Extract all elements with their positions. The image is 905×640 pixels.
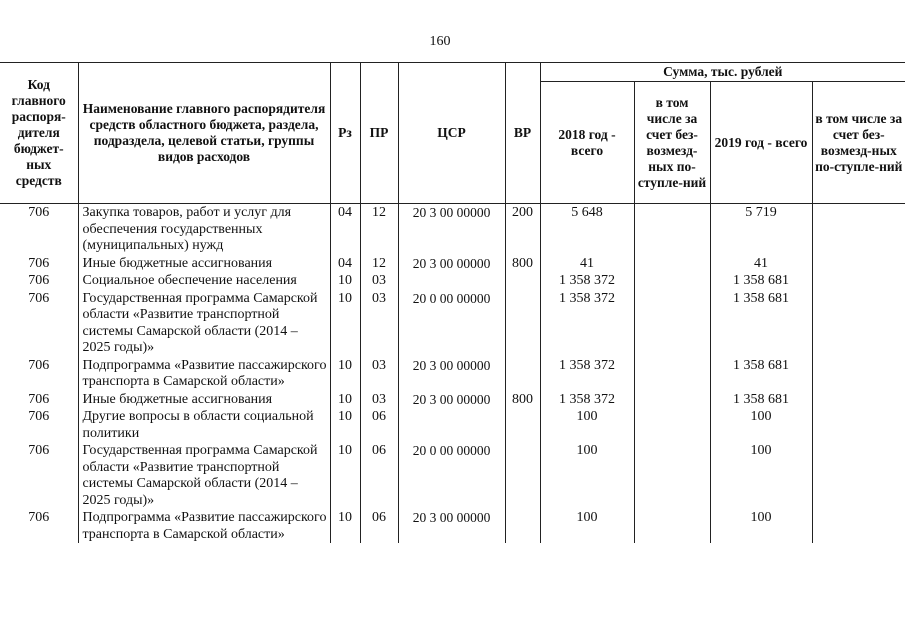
cell-2019-incl <box>812 255 905 273</box>
table-row <box>0 509 905 543</box>
header-2018-total: 2018 год - всего <box>540 82 634 204</box>
cell-2019-incl <box>812 290 905 357</box>
cell-csr: 20 3 00 00000 <box>398 509 505 543</box>
cell-name: Иные бюджетные ассигнования <box>78 391 330 409</box>
cell-2019-incl <box>812 408 905 442</box>
cell-2018-total: 41 <box>540 255 634 273</box>
cell-2019-total: 5 719 <box>710 204 812 255</box>
header-2018-incl: в том числе за счет без-возмезд-ных по-ступле-ний <box>634 82 710 204</box>
cell-2019-incl <box>812 357 905 391</box>
cell-code: 706 <box>0 290 78 357</box>
table-row <box>0 272 905 290</box>
cell-2019-total: 1 358 681 <box>710 290 812 357</box>
cell-2018-incl <box>634 391 710 409</box>
table-row <box>0 391 905 409</box>
cell-name: Социальное обеспечение населения <box>78 272 330 290</box>
budget-table <box>0 62 905 543</box>
cell-csr: 20 0 00 00000 <box>398 290 505 357</box>
cell-2019-total: 1 358 681 <box>710 357 812 391</box>
cell-2019-total: 41 <box>710 255 812 273</box>
cell-vr: 800 <box>505 255 540 273</box>
cell-2018-incl <box>634 255 710 273</box>
cell-2018-total: 1 358 372 <box>540 290 634 357</box>
cell-2018-total: 100 <box>540 509 634 543</box>
cell-name: Закупка товаров, работ и услуг для обеспечения государственных (муниципальных) нужд <box>78 204 330 255</box>
cell-name: Государственная программа Самарской области «Развитие транспортной системы Самарской области (2014 – 2025 годы)» <box>78 442 330 509</box>
cell-2019-total: 1 358 681 <box>710 272 812 290</box>
cell-2018-incl <box>634 204 710 255</box>
cell-pr: 03 <box>360 272 398 290</box>
cell-2018-incl <box>634 442 710 509</box>
table-row <box>0 408 905 442</box>
cell-csr <box>398 408 505 442</box>
cell-code: 706 <box>0 357 78 391</box>
cell-2018-incl <box>634 357 710 391</box>
header-csr: ЦСР <box>398 63 505 204</box>
table-row <box>0 357 905 391</box>
cell-code: 706 <box>0 442 78 509</box>
cell-2019-total: 100 <box>710 442 812 509</box>
table-header <box>0 63 905 204</box>
cell-rz: 04 <box>330 255 360 273</box>
cell-2019-incl <box>812 204 905 255</box>
cell-vr <box>505 408 540 442</box>
cell-vr <box>505 509 540 543</box>
cell-pr: 03 <box>360 391 398 409</box>
cell-2019-incl <box>812 442 905 509</box>
cell-pr: 03 <box>360 357 398 391</box>
cell-pr: 06 <box>360 408 398 442</box>
cell-code: 706 <box>0 509 78 543</box>
cell-2018-incl <box>634 272 710 290</box>
cell-csr: 20 3 00 00000 <box>398 391 505 409</box>
cell-vr <box>505 290 540 357</box>
table-row <box>0 204 905 255</box>
cell-rz: 10 <box>330 509 360 543</box>
cell-2018-total: 5 648 <box>540 204 634 255</box>
header-2019-incl: в том числе за счет без-возмезд-ных по-ступле-ний <box>812 82 905 204</box>
cell-vr: 800 <box>505 391 540 409</box>
cell-code: 706 <box>0 408 78 442</box>
cell-name: Государственная программа Самарской области «Развитие транспортной системы Самарской области (2014 – 2025 годы)» <box>78 290 330 357</box>
cell-code: 706 <box>0 272 78 290</box>
header-code: Код главного распоря-дителя бюджет-ных средств <box>0 63 78 204</box>
header-pr: ПР <box>360 63 398 204</box>
cell-name: Подпрограмма «Развитие пассажирского транспорта в Самарской области» <box>78 509 330 543</box>
cell-2019-total: 1 358 681 <box>710 391 812 409</box>
cell-2019-incl <box>812 272 905 290</box>
cell-2018-total: 1 358 372 <box>540 357 634 391</box>
cell-2019-incl <box>812 391 905 409</box>
cell-2018-total: 100 <box>540 442 634 509</box>
cell-vr <box>505 272 540 290</box>
cell-vr <box>505 357 540 391</box>
cell-code: 706 <box>0 391 78 409</box>
cell-vr <box>505 442 540 509</box>
page-number: 160 <box>429 34 451 49</box>
cell-name: Другие вопросы в области социальной политики <box>78 408 330 442</box>
cell-rz: 10 <box>330 290 360 357</box>
cell-2018-incl <box>634 290 710 357</box>
cell-rz: 10 <box>330 408 360 442</box>
cell-csr: 20 3 00 00000 <box>398 357 505 391</box>
cell-rz: 10 <box>330 391 360 409</box>
cell-rz: 10 <box>330 442 360 509</box>
cell-name: Подпрограмма «Развитие пассажирского транспорта в Самарской области» <box>78 357 330 391</box>
header-2019-total: 2019 год - всего <box>710 82 812 204</box>
header-rz: Рз <box>330 63 360 204</box>
header-vr: ВР <box>505 63 540 204</box>
cell-pr: 12 <box>360 204 398 255</box>
cell-pr: 06 <box>360 442 398 509</box>
header-name: Наименование главного распорядителя средств областного бюджета, раздела, подраздела, целевой статьи, группы видов расходов <box>78 63 330 204</box>
cell-vr: 200 <box>505 204 540 255</box>
cell-csr: 20 3 00 00000 <box>398 255 505 273</box>
cell-2019-incl <box>812 509 905 543</box>
header-sum: Сумма, тыс. рублей <box>540 63 905 82</box>
cell-2018-total: 1 358 372 <box>540 391 634 409</box>
cell-rz: 10 <box>330 357 360 391</box>
cell-csr <box>398 272 505 290</box>
cell-rz: 10 <box>330 272 360 290</box>
cell-name: Иные бюджетные ассигнования <box>78 255 330 273</box>
cell-2018-incl <box>634 509 710 543</box>
cell-csr: 20 3 00 00000 <box>398 204 505 255</box>
cell-code: 706 <box>0 204 78 255</box>
table-row <box>0 255 905 273</box>
cell-2019-total: 100 <box>710 509 812 543</box>
cell-2018-incl <box>634 408 710 442</box>
cell-pr: 06 <box>360 509 398 543</box>
table-row <box>0 290 905 357</box>
cell-2019-total: 100 <box>710 408 812 442</box>
cell-csr: 20 0 00 00000 <box>398 442 505 509</box>
cell-pr: 12 <box>360 255 398 273</box>
cell-2018-total: 1 358 372 <box>540 272 634 290</box>
table-body <box>0 204 905 544</box>
cell-pr: 03 <box>360 290 398 357</box>
cell-2018-total: 100 <box>540 408 634 442</box>
cell-code: 706 <box>0 255 78 273</box>
table-row <box>0 442 905 509</box>
cell-rz: 04 <box>330 204 360 255</box>
